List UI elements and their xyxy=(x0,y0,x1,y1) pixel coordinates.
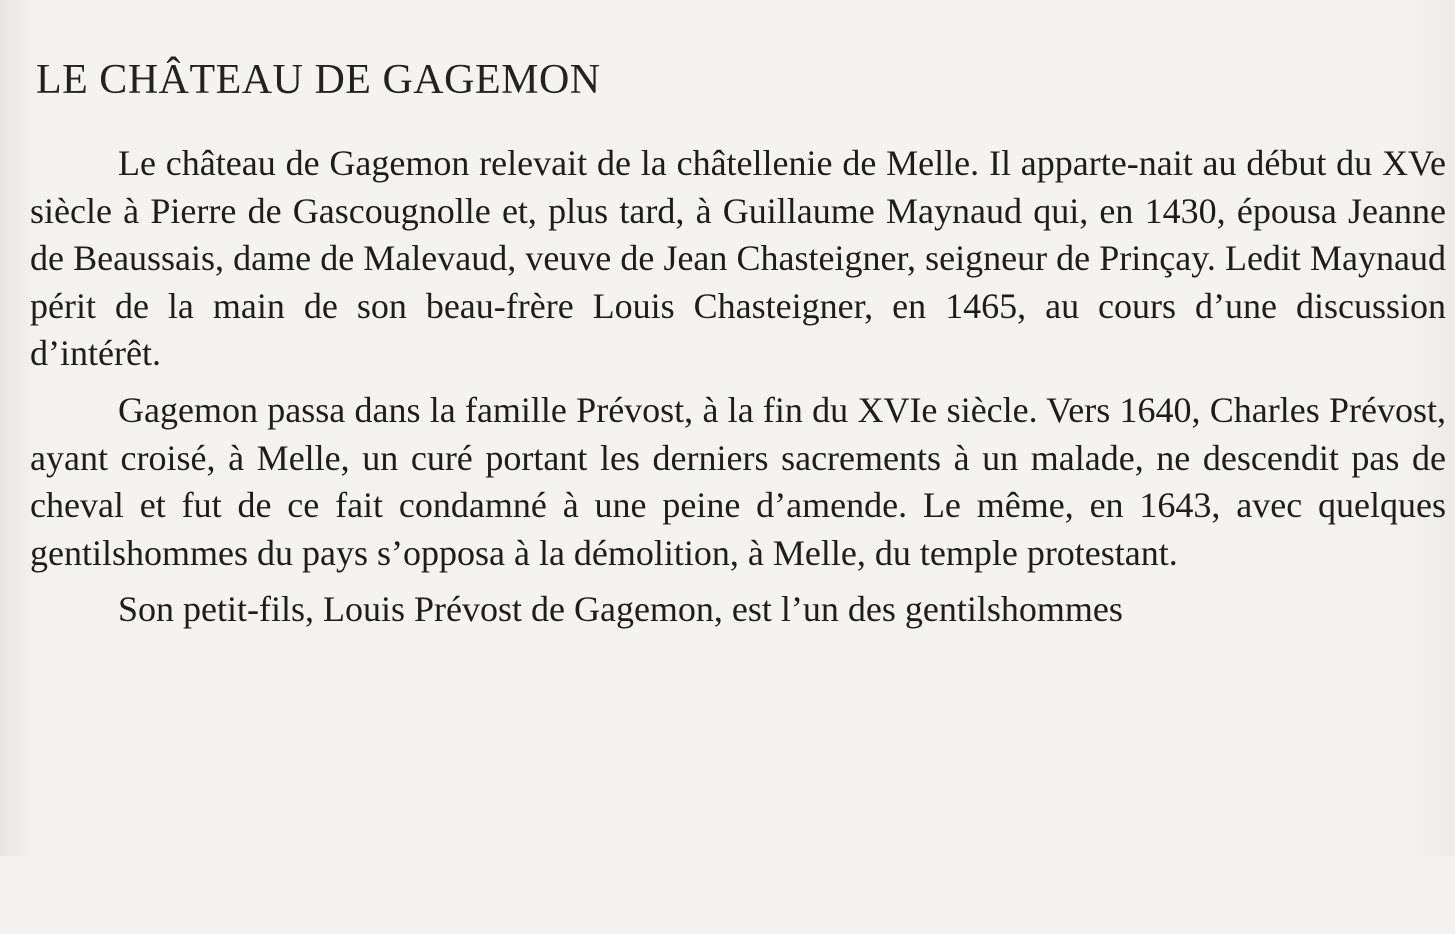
paragraph-3: Son petit-fils, Louis Prévost de Gagemon, est l’un des gentilshommes xyxy=(118,589,1123,630)
paragraph-2: Gagemon passa dans la famille Prévost, à la fin du XVIe siècle. Vers 1640, Charles Prévost, ayant croisé, à Melle, un curé portant les derniers sacrements à un malade, ne descendit pas de cheval et fut de ce fait condamné à une peine d’amende. Le même, en 1643, avec quelques gentilshommes du pays s’opposa à la démolition, à Melle, du temple protestant. xyxy=(30,389,1446,573)
body-text xyxy=(30,140,1446,643)
chapter-heading: LE CHÂTEAU DE GAGEMON xyxy=(36,57,601,103)
paragraph-1: Le château de Gagemon relevait de la châtellenie de Melle. Il apparte-nait au début du XVe siècle à Pierre de Gascougnolle et, plus tard, à Guillaume Maynaud qui, en 1430, épousa Jeanne de Beaussais, dame de Malevaud, veuve de Jean Chasteigner, seigneur de Prinçay. Ledit Maynaud périt de la main de son beau-frère Louis Chasteigner, en 1465, au cours d’une discussion d’intérêt. xyxy=(30,143,1446,374)
